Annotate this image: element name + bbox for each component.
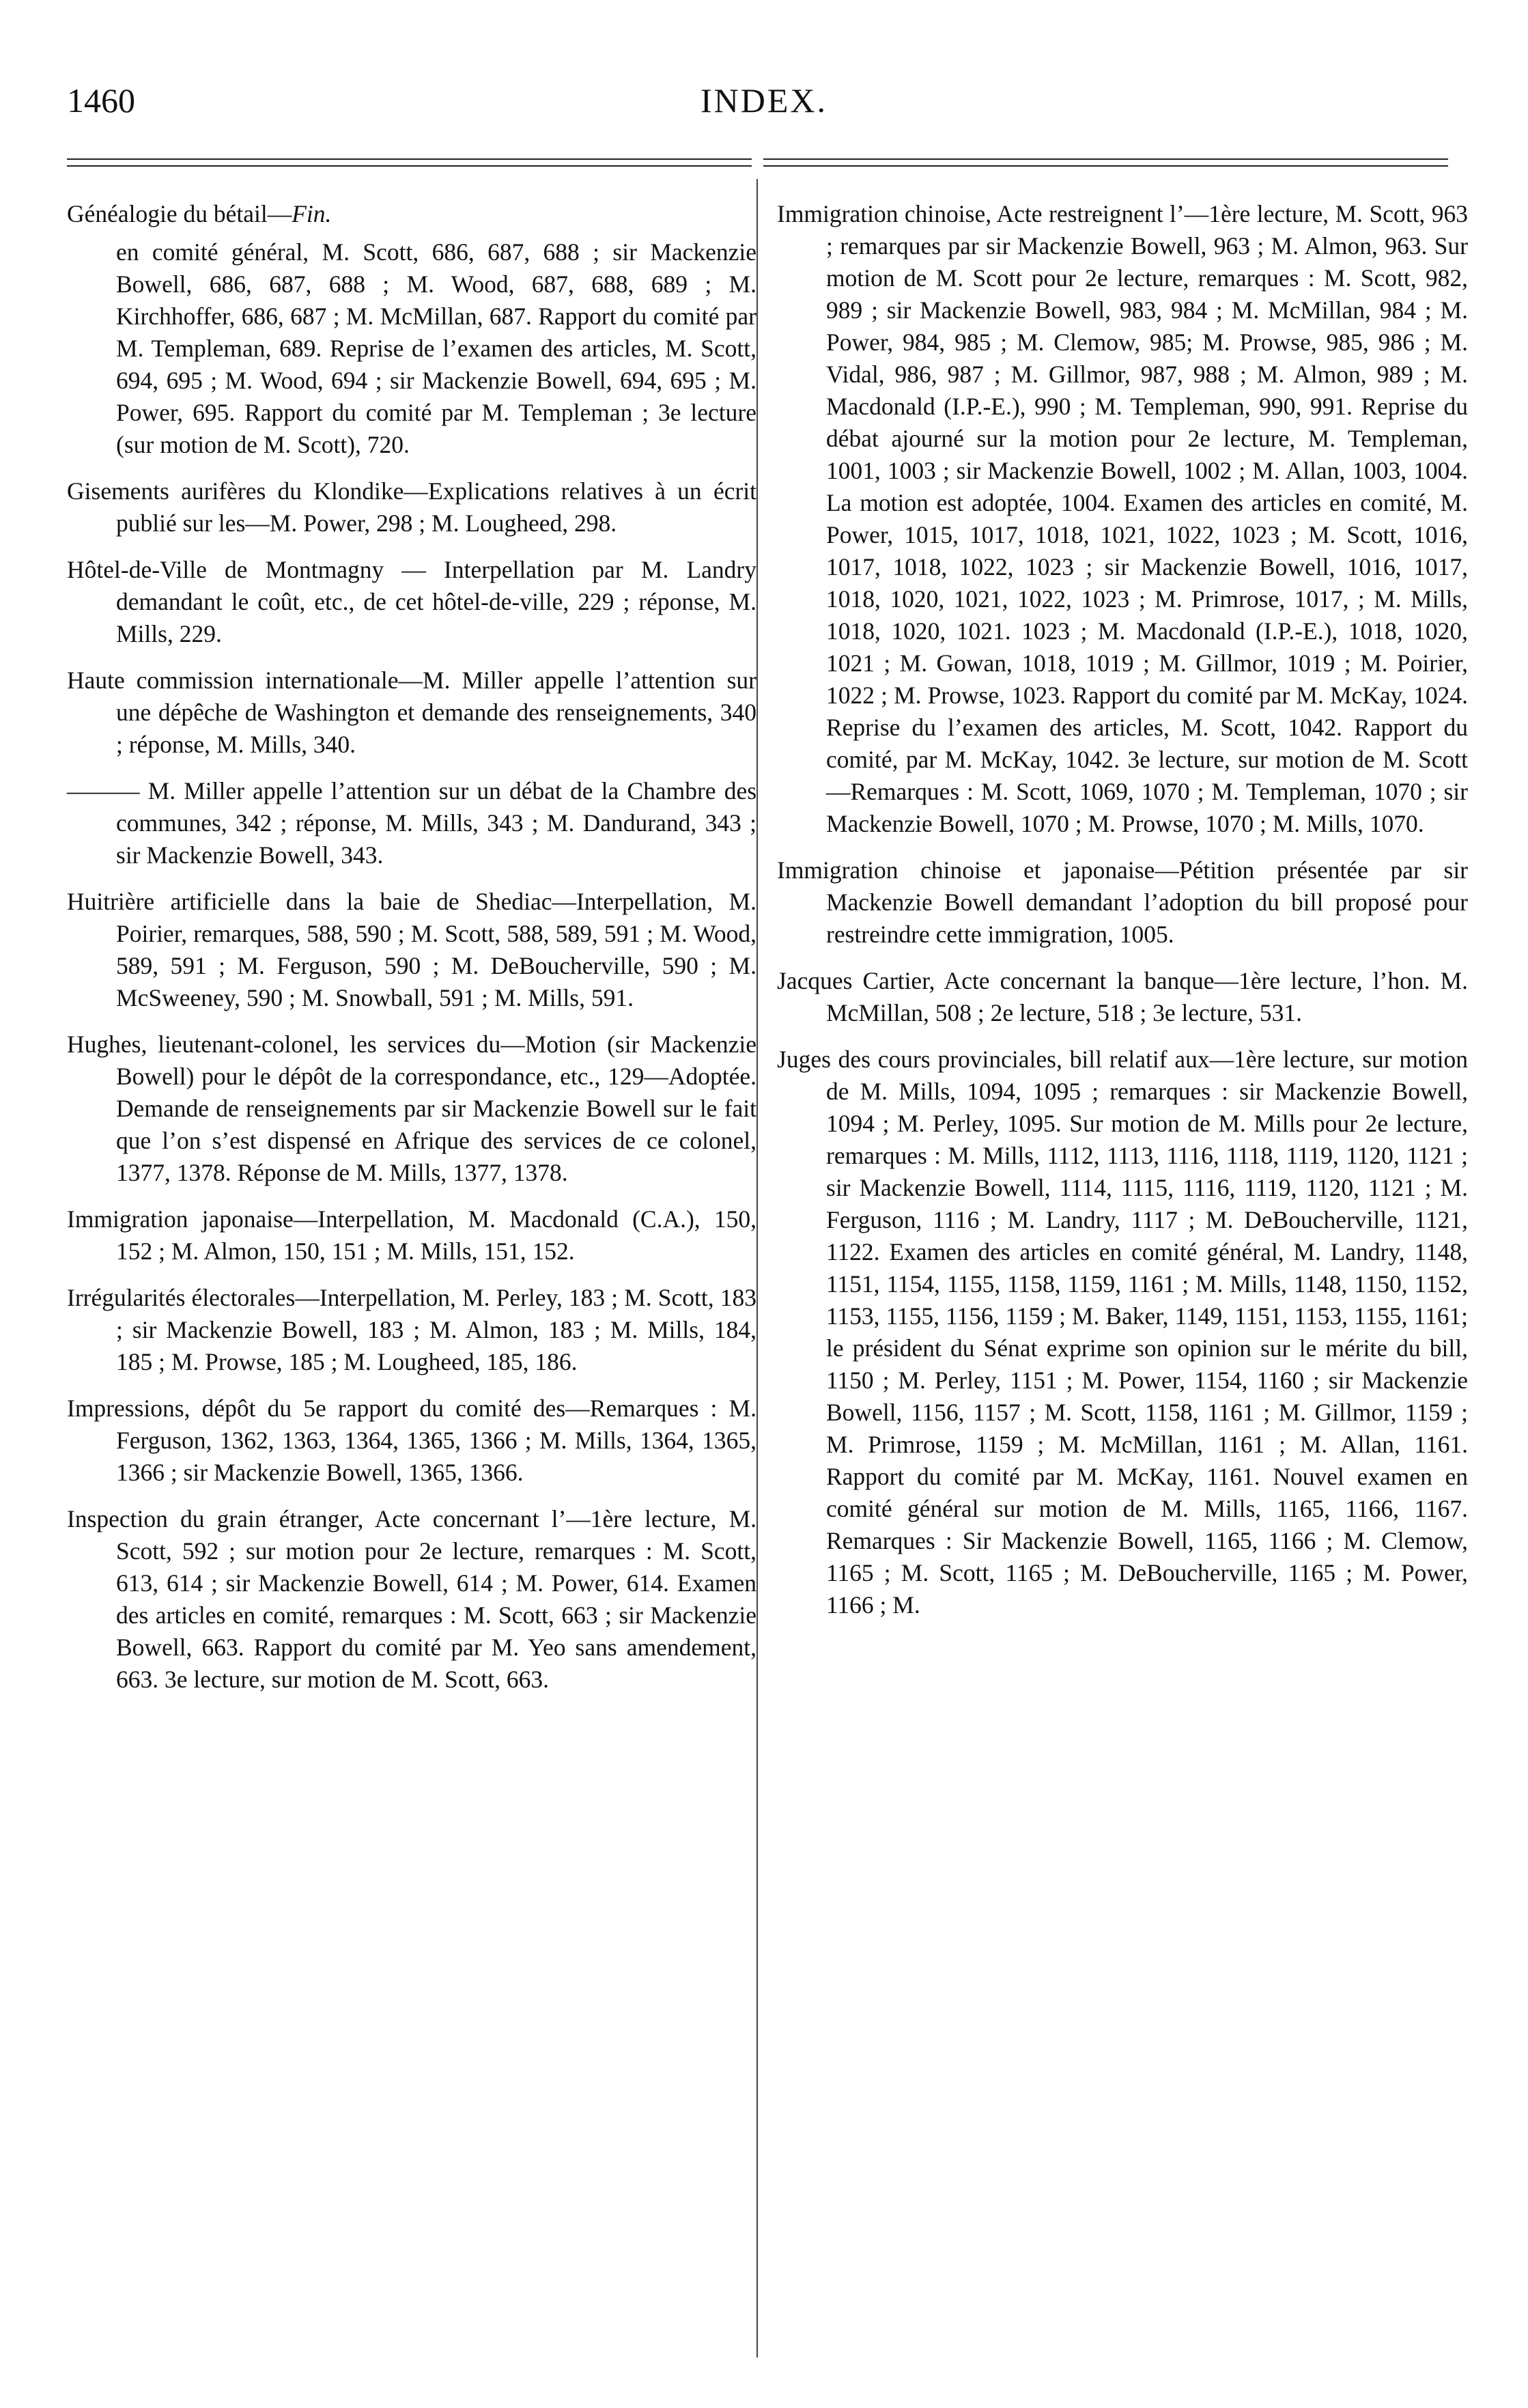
index-entry: Impressions, dépôt du 5e rapport du comité des—Remarques : M. Ferguson, 1362, 1363, 1364, 1365, 1366 ; M. Mills, 1364, 1365, 1366 ; sir Mackenzie Bowell, 1365, 1366. (67, 1395, 756, 1486)
right-column (777, 198, 1468, 1636)
index-entry: Irrégularités électorales—Interpellation, M. Perley, 183 ; M. Scott, 183 ; sir Mackenzie Bowell, 183 ; M. Almon, 183 ; M. Mills, 184, 185 ; M. Prowse, 185 ; M. Lougheed, 185, 186. (67, 1284, 756, 1375)
index-entry: Jacques Cartier, Acte concernant la banque—1ère lecture, l’hon. M. McMillan, 508 ; 2e lecture, 518 ; 3e lecture, 531. (777, 967, 1468, 1026)
page-number: 1460 (67, 81, 135, 120)
left-column (67, 198, 756, 1710)
index-entry: Hughes, lieutenant-colonel, les services du—Motion (sir Mackenzie Bowell) pour le dépôt de la correspondance, etc., 129—Adoptée. Demande de renseignements par sir Mackenzie Bowell sur le fait que l’on s’est dispensé en Afrique des services de ce colonel, 1377, 1378. Réponse de M. Mills, 1377, 1378. (67, 1031, 756, 1186)
index-entry: Juges des cours provinciales, bill relatif aux—1ère lecture, sur motion de M. Mills, 1094, 1095 ; remarques : sir Mackenzie Bowell, 1094 ; M. Perley, 1095. Sur motion de M. Mills pour 2e lecture, remarques : M. Mills, 1112, 1113, 1116, 1118, 1119, 1120, 1121 ; sir Mackenzie Bowell, 1114, 1115, 1116, 1119, 1120, 1121 ; M. Ferguson, 1116 ; M. Landry, 1117 ; M. DeBoucherville, 1121, 1122. Examen des articles en comité général, M. Landry, 1148, 1151, 1154, 1155, 1158, 1159, 1161 ; M. Mills, 1148, 1150, 1152, 1153, 1155, 1156, 1159 ; M. Baker, 1149, 1151, 1153, 1155, 1161; le président du Sénat exprime son opinion sur le mérite du bill, 1150 ; M. Perley, 1151 ; M. Power, 1154, 1160 ; sir Mackenzie Bowell, 1156, 1157 ; M. Scott, 1158, 1161 ; M. Gillmor, 1159 ; M. Primrose, 1159 ; M. McMillan, 1161 ; M. Allan, 1161. Rapport du comité par M. McKay, 1161. Nouvel examen en comité général sur motion de M. Mills, 1165, 1166, 1167. Remarques : Sir Mackenzie Bowell, 1165, 1166 ; M. Clemow, 1165 ; M. Scott, 1165 ; M. DeBoucherville, 1165 ; M. Power, 1166 ; M. (777, 1046, 1468, 1619)
header-rule-left (67, 158, 752, 167)
index-entry: ——— M. Miller appelle l’attention sur un débat de la Chambre des communes, 342 ; réponse, M. Mills, 343 ; M. Dandurand, 343 ; sir Mackenzie Bowell, 343. (67, 777, 757, 869)
index-entry: Gisements aurifères du Klondike—Explications relatives à un écrit publié sur les—M. Power, 298 ; M. Lougheed, 298. (67, 477, 757, 537)
index-entry: Immigration japonaise—Interpellation, M. Macdonald (C.A.), 150, 152 ; M. Almon, 150, 151 ; M. Mills, 151, 152. (67, 1205, 756, 1265)
index-entry: Généalogie du bétail—Fin. (67, 200, 332, 227)
index-entry: Haute commission internationale—M. Miller appelle l’attention sur une dépêche de Washington et demande des renseignements, 340 ; réponse, M. Mills, 340. (67, 667, 756, 758)
column-divider (756, 179, 758, 2357)
page-title: INDEX. (700, 81, 828, 120)
index-entry: Inspection du grain étranger, Acte concernant l’—1ère lecture, M. Scott, 592 ; sur motion pour 2e lecture, remarques : M. Scott, 613, 614 ; sir Mackenzie Bowell, 614 ; M. Power, 614. Examen des articles en comité, remarques : M. Scott, 663 ; sir Mackenzie Bowell, 663. Rapport du comité par M. Yeo sans amendement, 663. 3e lecture, sur motion de M. Scott, 663. (67, 1505, 757, 1693)
index-entry: Immigration chinoise, Acte restreignent l’—1ère lecture, M. Scott, 963 ; remarques par sir Mackenzie Bowell, 963 ; M. Almon, 963. Sur motion de M. Scott pour 2e lecture, remarques : M. Scott, 982, 989 ; sir Mackenzie Bowell, 983, 984 ; M. McMillan, 984 ; M. Power, 984, 985 ; M. Clemow, 985; M. Prowse, 985, 986 ; M. Vidal, 986, 987 ; M. Gillmor, 987, 988 ; M. Almon, 989 ; M. Macdonald (I.P.-E.), 990 ; M. Templeman, 990, 991. Reprise du débat ajourné sur la motion pour 2e lecture, M. Templeman, 1001, 1003 ; sir Mackenzie Bowell, 1002 ; M. Allan, 1003, 1004. La motion est adoptée, 1004. Examen des articles en comité, M. Power, 1015, 1017, 1018, 1021, 1022, 1023 ; M. Scott, 1016, 1017, 1018, 1022, 1023 ; sir Mackenzie Bowell, 1016, 1017, 1018, 1020, 1021, 1022, 1023 ; M. Primrose, 1017, ; M. Mills, 1018, 1020, 1021. 1023 ; M. Macdonald (I.P.-E.), 1018, 1020, 1021 ; M. Gowan, 1018, 1019 ; M. Gillmor, 1019 ; M. Poirier, 1022 ; M. Prowse, 1023. Rapport du comité par M. McKay, 1024. Reprise du l’examen des articles, M. Scott, 1042. Rapport du comité, par M. McKay, 1042. 3e lecture, sur motion de M. Scott—Remarques : M. Scott, 1069, 1070 ; M. Templeman, 1070 ; sir Mackenzie Bowell, 1070 ; M. Prowse, 1070 ; M. Mills, 1070. (777, 200, 1468, 837)
index-entry: Huitrière artificielle dans la baie de Shediac—Interpellation, M. Poirier, remarques, 588, 590 ; M. Scott, 588, 589, 591 ; M. Wood, 589, 591 ; M. Ferguson, 590 ; M. DeBoucherville, 590 ; M. McSweeney, 590 ; M. Snowball, 591 ; M. Mills, 591. (67, 888, 756, 1011)
index-entry: Hôtel-de-Ville de Montmagny — Interpellation par M. Landry demandant le coût, etc., de cet hôtel-de-ville, 229 ; réponse, M. Mills, 229. (67, 556, 756, 647)
index-entry: Immigration chinoise et japonaise—Pétition présentée par sir Mackenzie Bowell demandant l’adoption du bill proposé pour restreindre cette immigration, 1005. (777, 856, 1469, 948)
header-rule-right (763, 158, 1448, 167)
index-entry: en comité général, M. Scott, 686, 687, 688 ; sir Mackenzie Bowell, 686, 687, 688 ; M. Wood, 687, 688, 689 ; M. Kirchhoffer, 686, 687 ; M. McMillan, 687. Rapport du comité par M. Templeman, 689. Reprise de l’examen des articles, M. Scott, 694, 695 ; M. Wood, 694 ; sir Mackenzie Bowell, 694, 695 ; M. Power, 695. Rapport du comité par M. Templeman ; 3e lecture (sur motion de M. Scott), 720. (116, 238, 756, 458)
